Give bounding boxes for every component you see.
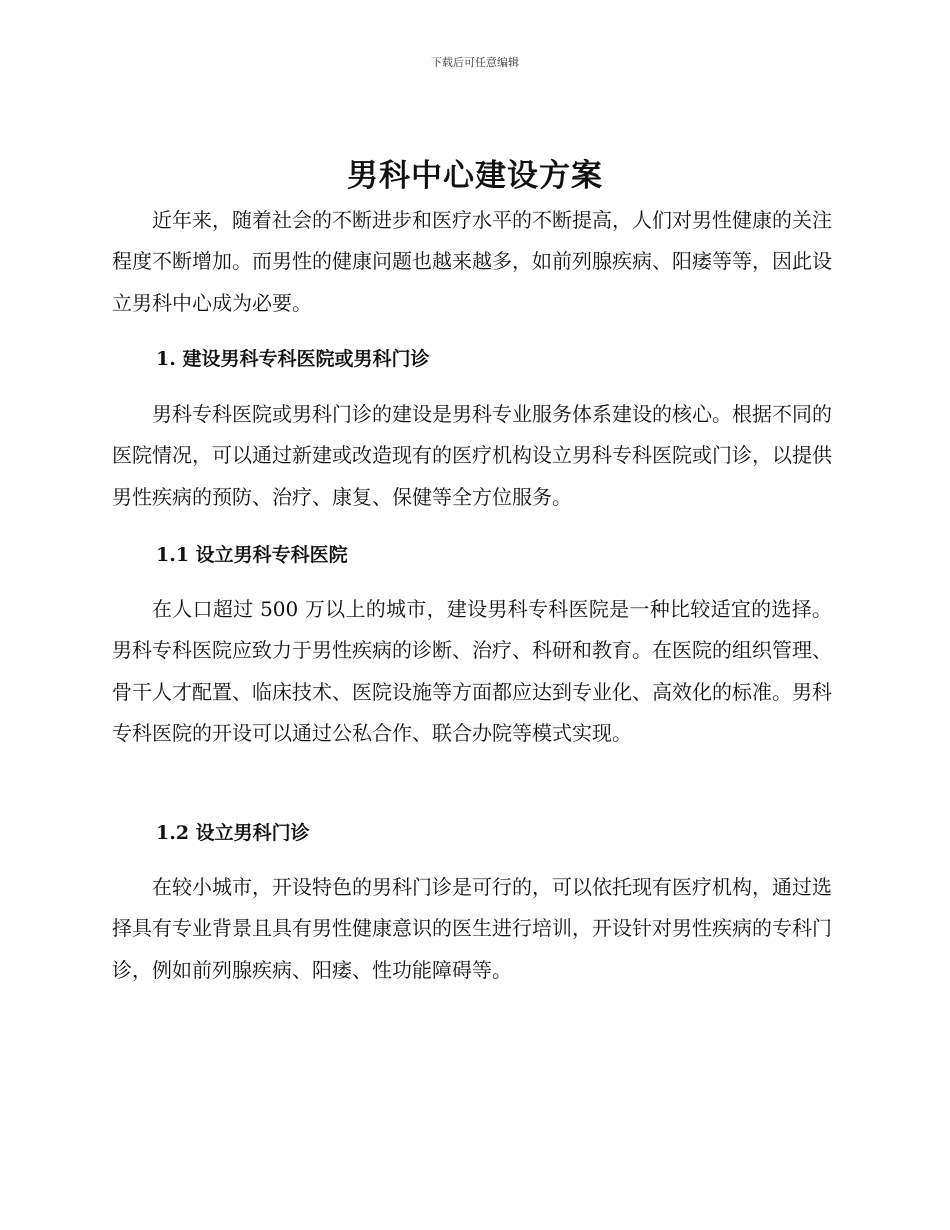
section-paragraph-1-1: 在人口超过 500 万以上的城市，建设男科专科医院是一种比较适宜的选择。男科专科医院应致力于男性疾病的诊断、治疗、科研和教育。在医院的组织管理、骨干人才配置、临床技术、医院设施等方面都应达到专业化、高效化的标准。男科专科医院的开设可以通过公私合作、联合办院等模式实现。 <box>112 597 832 745</box>
document-title: 男科中心建设方案 <box>347 158 603 194</box>
section-heading-1: 1. 建设男科专科医院或男科门诊 <box>156 348 430 370</box>
section-heading-1-2: 1.2 设立男科门诊 <box>156 822 310 844</box>
section-paragraph-1-2: 在较小城市，开设特色的男科门诊是可行的，可以依托现有医疗机构，通过选择具有专业背景且具有男性健康意识的医生进行培训，开设针对男性疾病的专科门诊，例如前列腺疾病、阳痿、性功能障碍等。 <box>112 875 832 982</box>
header-note: 下载后可任意编辑 <box>431 56 519 69</box>
section-heading-1-1: 1.1 设立男科专科医院 <box>156 544 348 566</box>
section-paragraph-1: 男科专科医院或男科门诊的建设是男科专业服务体系建设的核心。根据不同的医院情况，可以通过新建或改造现有的医疗机构设立男科专科医院或门诊，以提供男性疾病的预防、治疗、康复、保健等全方位服务。 <box>112 402 832 509</box>
intro-paragraph: 近年来，随着社会的不断进步和医疗水平的不断提高，人们对男性健康的关注程度不断增加。而男性的健康问题也越来越多，如前列腺疾病、阳痿等等，因此设立男科中心成为必要。 <box>112 208 832 315</box>
